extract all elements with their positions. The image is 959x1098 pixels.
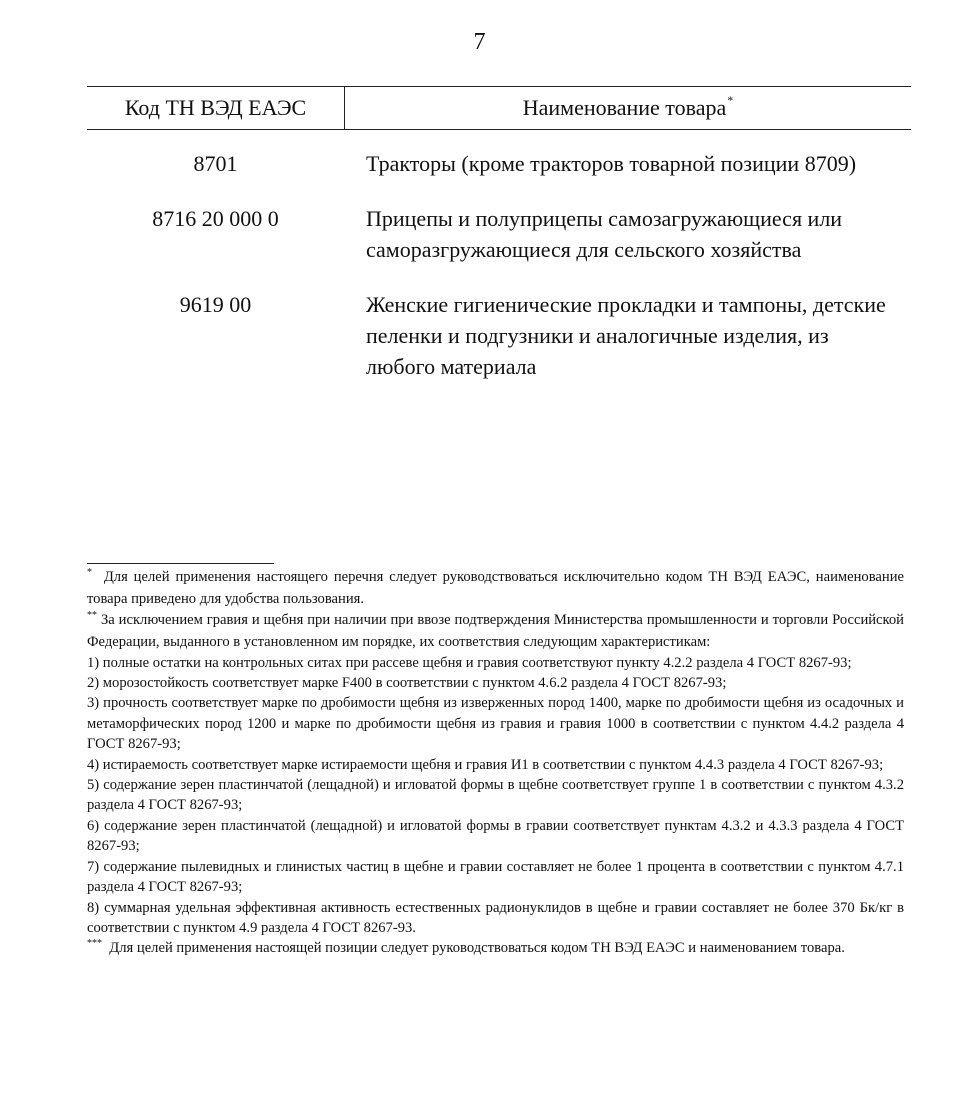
goods-table [87,86,911,382]
footnotes [87,567,904,961]
footnote-2-text: За исключением гравия и щебня при наличии при ввозе подтверждения Министерства промышленности и торговли Российской Федерации, выданного в установленном им порядке, их соответствия следующим характеристикам: [87,611,904,651]
table-row [87,289,911,382]
header-code-label: Код ТН ВЭД ЕАЭС [124,95,307,120]
footnote-2-item: 5) содержание зерен пластинчатой (лещадной) и игловатой формы в щебне соответствует группе 1 в соответствии с пунктом 4.3.2 раздела 4 ГОСТ 8267-93; [87,777,904,814]
header-name [345,87,911,129]
header-code [87,87,345,129]
footnote-2-item: 6) содержание зерен пластинчатой (лещадной) и игловатой формы в гравии соответствует пунктам 4.3.2 и 4.3.3 раздела 4 ГОСТ 8267-93; [87,817,904,855]
footnote-2-item: 2) морозостойкость соответствует марке F400 в соответствии с пунктом 4.6.2 раздела 4 ГОСТ 8267-93; [87,675,727,692]
row-name: Женские гигиенические прокладки и тампоны, детские пеленки и подгузники и аналогичные изделия, из любого материала [366,292,886,379]
footnote-1-mark: * [87,567,92,578]
header-name-footnote-mark: * [727,92,734,107]
footnote-2-mark: ** [87,609,97,621]
row-code: 9619 00 [179,292,252,317]
footnote-1-text: Для целей применения настоящего перечня следует руководствоваться исключительно кодом ТН ВЭД ЕАЭС, наименование товара приведено для удобства пользования. [87,569,905,608]
header-name-label: Наименование товара [522,95,727,120]
table-header [87,86,911,130]
footnote-2-item: 8) суммарная удельная эффективная активность естественных радионуклидов в щебне и гравии составляет не более 370 Бк/кг в соответствии с пунктом 4.9 раздела 4 ГОСТ 8267-93. [87,899,904,936]
footnote-3-mark: *** [87,938,102,950]
row-name: Прицепы и полуприцепы самозагружающиеся или саморазгружающиеся для сельского хозяйства [366,206,843,262]
row-code: 8701 [193,151,238,176]
table-row [87,203,911,265]
footnote-1 [87,567,904,610]
table-row [87,148,911,179]
footnote-2 [87,610,904,653]
page-number: 7 [473,29,486,55]
row-name: Тракторы (кроме тракторов товарной позиции 8709) [366,151,857,176]
footnote-2-item: 4) истираемость соответствует марке истираемости щебня и гравия И1 в соответствии с пунктом 4.4.3 раздела 4 ГОСТ 8267-93; [87,756,884,773]
footnote-2-item: 1) полные остатки на контрольных ситах при рассеве щебня и гравия соответствуют пункту 4.2.2 раздела 4 ГОСТ 8267-93; [87,654,852,671]
footnote-2-item: 3) прочность соответствует марке по дробимости щебня из изверженных пород 1400, марке по дробимости щебня из осадочных и метаморфических пород 1200 и марке по дробимости щебня из гравия и гравия 1000 в соответствии с пунктом 4.4.2 раздела 4 ГОСТ 8267-93; [87,695,904,753]
footnote-3-text: Для целей применения настоящей позиции следует руководствоваться кодом ТН ВЭД ЕАЭС и наименованием товара. [109,940,845,957]
row-code: 8716 20 000 0 [152,206,279,231]
footnote-2-item: 7) содержание пылевидных и глинистых частиц в щебне и гравии составляет не более 1 процента в соответствии с пунктом 4.7.1 раздела 4 ГОСТ 8267-93; [87,858,904,896]
footnote-separator [87,563,274,564]
footnote-3 [87,938,904,960]
